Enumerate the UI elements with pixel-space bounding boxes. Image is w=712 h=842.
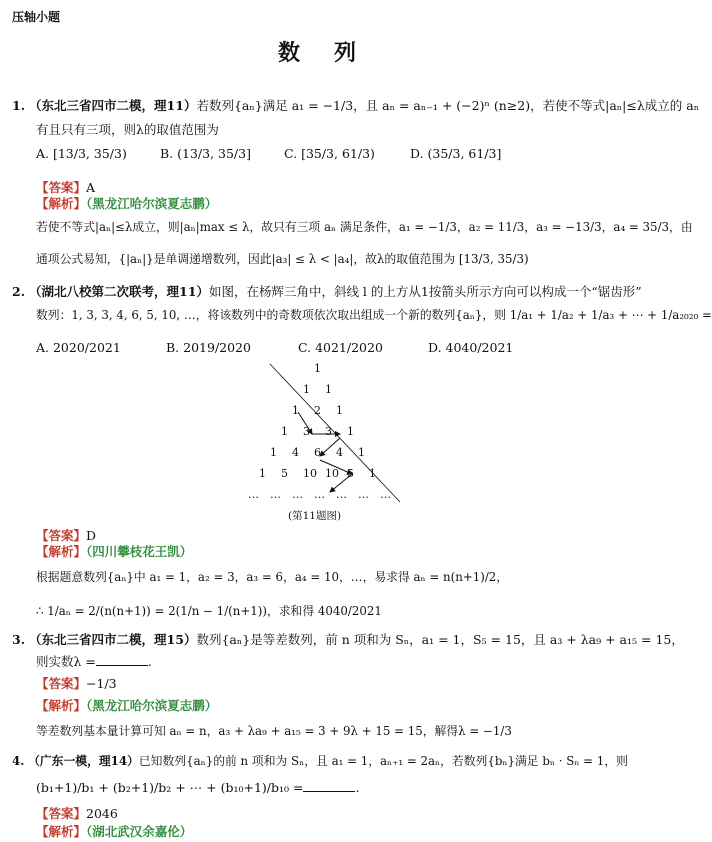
- option-d: D. (35/3, 61/3]: [410, 146, 502, 161]
- explain-author: （四川攀枝花王凯）: [86, 544, 193, 559]
- figure-caption: (第11题图): [288, 510, 342, 522]
- triangle-cell: …: [380, 488, 391, 501]
- answer-label: 【答案】: [36, 180, 87, 195]
- explain-author: （湖北武汉余嘉伦）: [86, 824, 193, 839]
- triangle-cell: …: [314, 488, 325, 501]
- triangle-cell: 5: [347, 467, 354, 480]
- explain-label: 【解析】: [36, 544, 87, 559]
- option-b: B. (13/3, 35/3]: [160, 146, 251, 161]
- explain-text: 根据题意数列{aₙ}中 a₁ = 1，a₂ = 3，a₃ = 6，a₄ = 10，…，易求得 aₙ = n(n+1)/2，: [36, 570, 509, 584]
- explain-author: （黑龙江哈尔滨夏志鹏）: [86, 698, 218, 713]
- explain-line: [36, 194, 217, 212]
- triangle-cell: 4: [336, 446, 343, 459]
- option-c: C. [35/3, 61/3): [284, 146, 375, 161]
- answer-label: 【答案】: [36, 528, 87, 543]
- question-text: 则实数λ =: [36, 654, 96, 669]
- triangle-cell: 1: [325, 383, 332, 396]
- question-2: [12, 282, 642, 300]
- triangle-cell: 10: [325, 467, 339, 480]
- explain-text: ∴ 1/aₙ = 2/(n(n+1)) = 2(1/n − 1/(n+1))，求和得 4040/2021: [36, 604, 382, 618]
- page-title: 数 列: [277, 41, 362, 66]
- answer-blank: [303, 781, 355, 792]
- explain-text: 等差数列基本量计算可知 aₙ = n，a₃ + λa₉ + a₁₅ = 3 + 9λ + 15 = 15，解得λ = −1/3: [36, 724, 512, 738]
- question-text: 已知数列{aₙ}的前 n 项和为 Sₙ，且 a₁ = 1，aₙ₊₁ = 2aₙ，若数列{bₙ}满足 bₙ · Sₙ = 1，则: [138, 754, 628, 768]
- triangle-cell: 1: [259, 467, 266, 480]
- option-d: D. 4040/2021: [428, 340, 514, 355]
- question-text: 如图，在杨辉三角中，斜线 l 的上方从1按箭头所示方向可以构成一个“锯齿形”: [208, 284, 642, 299]
- explain-text: 若使不等式|aₙ|≤λ成立，则|aₙ|max ≤ λ，故只有三项 aₙ 满足条件，a₁ = −1/3，a₂ = 11/3，a₃ = −13/3，a₄ = 35/3，由: [36, 220, 693, 234]
- option-a: A. 2020/2021: [36, 340, 121, 355]
- triangle-cell: 1: [358, 446, 365, 459]
- question-number: 2.: [12, 284, 26, 299]
- triangle-cell: 3: [303, 425, 310, 438]
- triangle-cell: …: [336, 488, 347, 501]
- answer-line: [36, 804, 118, 822]
- triangle-cell: 5: [281, 467, 288, 480]
- triangle-cell: …: [358, 488, 369, 501]
- triangle-cell: …: [292, 488, 303, 501]
- option-a: A. [13/3, 35/3): [36, 146, 127, 161]
- answer-value: 2046: [86, 806, 118, 821]
- triangle-cell: 6: [314, 446, 321, 459]
- question-text-cont: 有且只有三项，则λ的取值范围为: [36, 122, 219, 137]
- question-source: （东北三省四市二模，理11）: [29, 98, 197, 113]
- explain-text: 通项公式易知，{|aₙ|}是单调递增数列，因此|a₃| ≤ λ < |a₄|，故λ的取值范围为 [13/3, 35/3): [36, 252, 529, 266]
- triangle-cell: 10: [303, 467, 317, 480]
- triangle-cell: 1: [303, 383, 310, 396]
- answer-value: A: [86, 180, 96, 195]
- triangle-cell: 4: [292, 446, 299, 459]
- question-3: [12, 630, 684, 648]
- question-4: [12, 752, 628, 769]
- question-text: (b₁+1)/b₁ + (b₂+1)/b₂ + ⋯ + (b₁₀+1)/b₁₀ =: [36, 780, 304, 795]
- explain-line: [36, 542, 192, 560]
- triangle-cell: 3: [325, 425, 332, 438]
- answer-value: D: [86, 528, 97, 543]
- question-text-cont: 则实数λ = .: [36, 654, 152, 669]
- option-b: B. 2019/2020: [166, 340, 251, 355]
- explain-label: 【解析】: [36, 824, 87, 839]
- triangle-cell: …: [270, 488, 281, 501]
- question-source: （广东一模，理14）: [28, 754, 139, 768]
- explain-label: 【解析】: [36, 196, 87, 211]
- triangle-cell: 1: [314, 362, 321, 375]
- question-number: 1.: [12, 98, 26, 113]
- question-1: [12, 96, 699, 114]
- question-text: 若数列{aₙ}满足 a₁ = −1/3，且 aₙ = aₙ₋₁ + (−2)ⁿ (n≥2)，若使不等式|aₙ|≤λ成立的 aₙ: [196, 98, 700, 113]
- explain-author: （黑龙江哈尔滨夏志鹏）: [86, 196, 218, 211]
- option-c: C. 4021/2020: [298, 340, 383, 355]
- explain-label: 【解析】: [36, 698, 87, 713]
- explain-line: [36, 696, 217, 714]
- question-text: 数列{aₙ}是等差数列，前 n 项和为 Sₙ，a₁ = 1，S₅ = 15，且 a₃ + λa₉ + a₁₅ = 15，: [196, 632, 684, 647]
- answer-label: 【答案】: [36, 806, 87, 821]
- question-number: 3.: [12, 632, 26, 647]
- explain-line: [36, 822, 192, 840]
- triangle-cell: 1: [369, 467, 376, 480]
- triangle-cell: 2: [314, 404, 321, 417]
- section-header: 压轴小题: [12, 10, 61, 24]
- question-source: （湖北八校第二次联考，理11）: [29, 284, 209, 299]
- question-text-cont: 数列：1, 3, 3, 4, 6, 5, 10, …，将该数列中的奇数项依次取出组成一个新的数列{aₙ}，则 1/a₁ + 1/a₂ + 1/a₃ + ⋯ + 1/a₂₀₂₀ =: [36, 308, 712, 322]
- question-source: （东北三省四市二模，理15）: [29, 632, 197, 647]
- triangle-cell: 1: [336, 404, 343, 417]
- pascal-triangle-figure: [200, 362, 440, 512]
- triangle-cell: 1: [270, 446, 277, 459]
- answer-blank: [96, 655, 148, 666]
- triangle-cell: 1: [281, 425, 288, 438]
- triangle-cell: …: [248, 488, 259, 501]
- answer-label: 【答案】: [36, 676, 87, 691]
- triangle-cell: 1: [347, 425, 354, 438]
- triangle-cell: 1: [292, 404, 299, 417]
- answer-line: [36, 674, 117, 692]
- question-number: 4.: [12, 754, 25, 768]
- question-text-cont: (b₁+1)/b₁ + (b₂+1)/b₂ + ⋯ + (b₁₀+1)/b₁₀ = .: [36, 780, 360, 795]
- answer-value: −1/3: [86, 676, 117, 691]
